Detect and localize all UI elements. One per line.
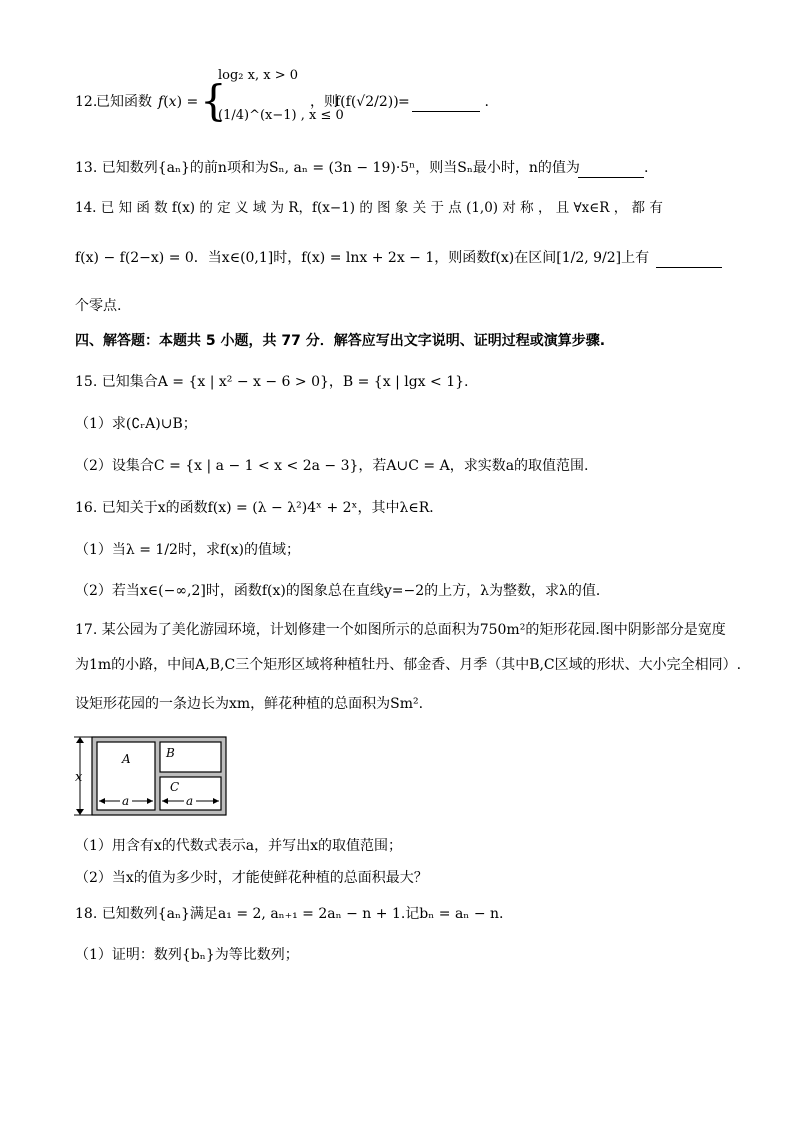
q16-part1: （1）当λ = 1/2时，求f(x)的值域； [75,542,300,558]
arrow-down-icon [76,809,84,815]
q17-part1: （1）用含有x的代数式表示a，并写出x的取值范围； [75,838,403,854]
q12-then: ，则 [310,94,338,110]
label-a1: a [122,794,130,808]
q12-answer-blank[interactable]: . [412,92,489,112]
q14-line1: 14. 已 知 函 数 f(x) 的 定 义 域 为 R，f(x−1) 的 图 象 关 于 点 (1,0) 对 称 ， 且 ∀x∈R ， 都 有 [75,200,663,216]
q14-line3: 个零点. [75,298,122,314]
q12-brace: { [200,76,227,125]
q12-fx: f(x) = [158,94,199,110]
garden-figure [72,735,232,817]
label-C: C [170,780,180,794]
q16-part2: （2）若当x∈(−∞,2]时，函数f(x)的图象总在直线y=−2的上方，λ为整数，求λ的值． [75,583,610,599]
label-a2: a [186,794,194,808]
q17-line2: 为1m的小路，中间A,B,C三个矩形区域将种植牡丹、郁金香、月季（其中B,C区域的形状、大小完全相同）. [75,657,742,673]
q15-stem: 15. 已知集合A = {x | x² − x − 6 > 0}，B = {x | lgx < 1}. [75,374,469,390]
q18-stem: 18. 已知数列{aₙ}满足a₁ = 2, aₙ₊₁ = 2aₙ − n + 1.记bₙ = aₙ − n. [75,906,504,922]
q16-stem: 16. 已知关于x的函数f(x) = (λ − λ²)4ˣ + 2ˣ，其中λ∈R． [75,500,444,516]
label-B: B [166,746,175,760]
label-A: A [122,752,131,766]
section-4-title: 四、解答题：本题共 5 小题，共 77 分．解答应写出文字说明、证明过程或演算步骤. [75,333,606,349]
q17-line3: 设矩形花园的一条边长为xm，鲜花种植的总面积为Sm². [75,696,424,712]
q15-part1: （1）求(∁ᵣA)∪B； [75,416,197,432]
q12-text: 已知函数 [96,94,152,110]
q13-text: 13. 已知数列{aₙ}的前n项和为Sₙ, aₙ = (3n − 19)·5ⁿ，则当Sₙ最小时，n的值为 [75,160,580,176]
q18-part1: （1）证明：数列{bₙ}为等比数列； [75,947,299,963]
q15-part2: （2）设集合C = {x | a − 1 < x < 2a − 3}，若A∪C = A，求实数a的取值范围. [75,458,589,474]
arrow-up-icon [76,737,84,743]
q13-answer-blank[interactable]: . [578,158,648,178]
q12-number: 12. [75,94,98,110]
q12-piece2: (1/4)^(x−1) , x ≤ 0 [218,108,344,123]
q17-part2: （2）当x的值为多少时，才能使鲜花种植的总面积最大？ [75,870,428,886]
label-x: x [75,770,83,785]
q12-eq: = [398,94,410,110]
q14-answer-blank[interactable] [656,248,722,268]
q12-piece1: log₂ x, x > 0 [218,68,299,83]
q17-line1: 17. 某公园为了美化游园环境，计划修建一个如图所示的总面积为750m²的矩形花园.图中阴影部分是宽度 [75,622,726,638]
q14-line2: f(x) − f(2−x) = 0．当x∈(0,1]时，f(x) = lnx + 2x − 1，则函数f(x)在区间[1/2, 9/2]上有 [75,250,650,266]
q12-expr: f(f(√2/2)) [335,94,399,110]
